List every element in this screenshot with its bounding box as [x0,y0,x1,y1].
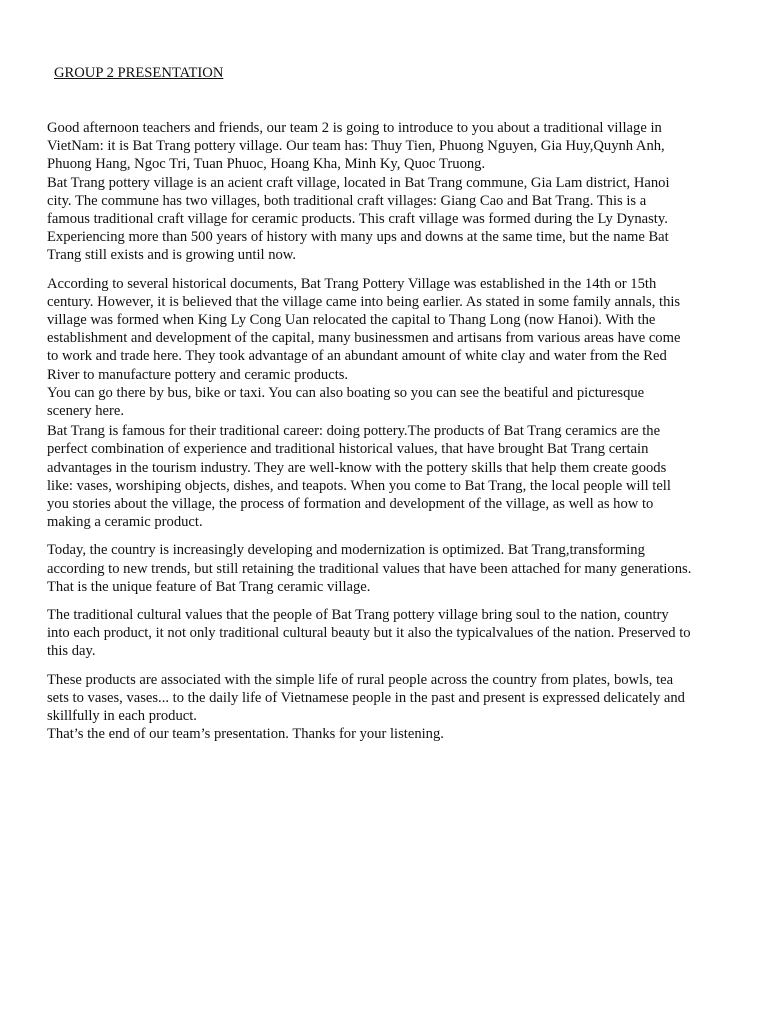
paragraph-history: According to several historical documents, Bat Trang Pottery Village was established in the 14th or 15th century. However, it is believed that the village came into being earlier. As stated in some family annals, this village was formed when King Ly Cong Uan relocated the capital to Thang Long (now Hanoi). With the establishment and development of the capital, many businessmen and artisans from various areas have come to work and trade here. They took advantage of an abundant amount of white clay and water from the Red River to manufacture pottery and ceramic products. [47,275,681,383]
document-title: GROUP 2 PRESENTATION [54,65,224,81]
paragraph-village-location: Bat Trang pottery village is an acient craft village, located in Bat Trang commune, Gia Lam district, Hanoi city. The commune has two villages, both traditional craft villages: Giang Cao and Bat Trang. This is a famous traditional craft village for ceramic products. This craft village was formed during the Ly Dynasty. Experiencing more than 500 years of history with many ups and downs at the same time, but the name Bat Trang still exists and is growing until now. [47,174,670,264]
paragraph-pottery: Bat Trang is famous for their traditional career: doing pottery.The products of Bat Trang ceramics are the perfect combination of experience and traditional historical values, that have brought Bat Trang certain advantages in the tourism industry. They are well-know with the pottery skills that help them create goods like: vases, worshiping objects, dishes, and teapots. When you come to Bat Trang, the local people will tell you stories about the village, the process of formation and development of the village, as well as how to making a ceramic product. [47,423,671,531]
paragraph-closing: That’s the end of our team’s presentation. Thanks for your listening. [47,726,444,743]
paragraph-cultural-values: The traditional cultural values that the people of Bat Trang pottery village bring soul to the nation, country into each product, it not only traditional cultural beauty but it also the typicalvalues of the nation. Preserved to this day. [47,607,691,660]
paragraph-introduction: Good afternoon teachers and friends, our team 2 is going to introduce to you about a traditional village in VietNam: it is Bat Trang pottery village. Our team has: Thuy Tien, Phuong Nguyen, Gia Huy,Quynh Anh, Phuong Hang, Ngoc Tri, Tuan Phuoc, Hoang Kha, Minh Ky, Quoc Truong. [47,120,665,173]
paragraph-transport: You can go there by bus, bike or taxi. You can also boating so you can see the beatiful and picturesque scenery here. [47,384,645,420]
document-body [47,119,735,744]
paragraph-modernization: Today, the country is increasingly developing and modernization is optimized. Bat Trang,transforming according to new trends, but still retaining the traditional values that have been attached for many generations. That is the unique feature of Bat Trang ceramic village. [47,542,692,595]
paragraph-products: These products are associated with the simple life of rural people across the country from plates, bowls, tea sets to vases, vases... to the daily life of Vietnamese people in the past and present is expressed delicately and skillfully in each product. [47,671,685,725]
